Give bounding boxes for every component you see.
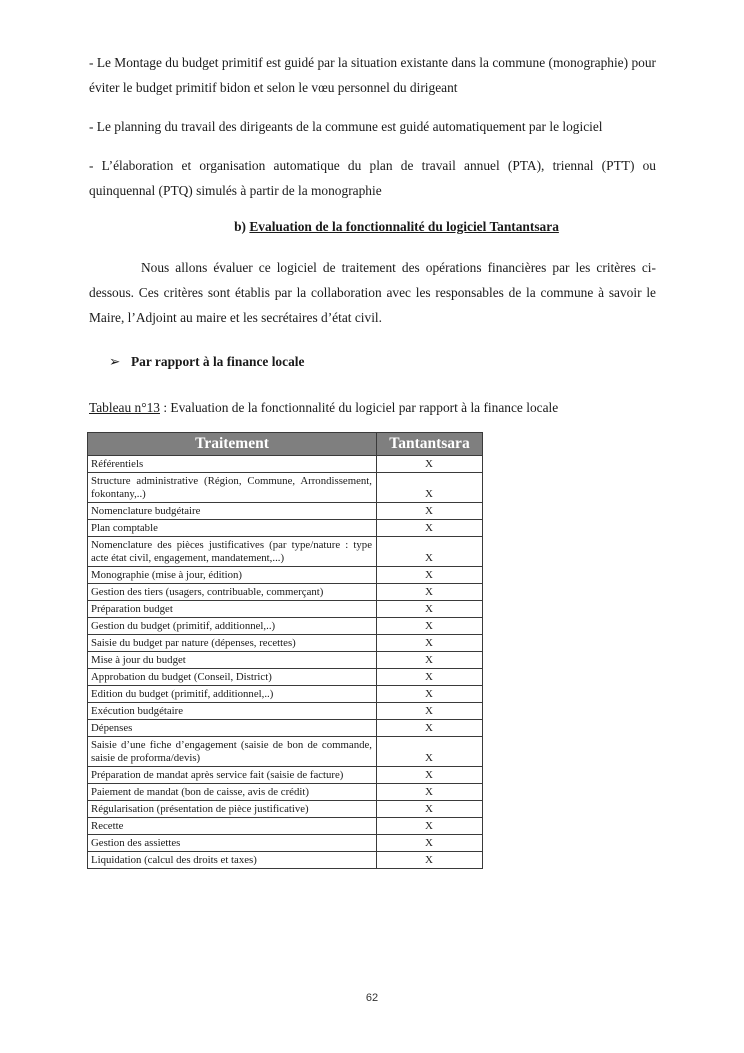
criterion-cell: Gestion du budget (primitif, additionnel,..) (88, 618, 377, 635)
table-row (88, 703, 483, 720)
table-row (88, 767, 483, 784)
criterion-cell: Gestion des assiettes (88, 835, 377, 852)
mark-cell: X (377, 852, 483, 869)
criterion-cell: Mise à jour du budget (88, 652, 377, 669)
mark-cell: X (377, 601, 483, 618)
subheading-prefix: b) (234, 219, 250, 234)
mark-cell: X (377, 503, 483, 520)
table-header-row (88, 433, 483, 456)
mark-cell: X (377, 737, 483, 767)
criterion-cell: Dépenses (88, 720, 377, 737)
criterion-cell: Préparation de mandat après service fait (saisie de facture) (88, 767, 377, 784)
document-page (89, 50, 656, 869)
mark-cell: X (377, 835, 483, 852)
criterion-cell: Nomenclature budgétaire (88, 503, 377, 520)
table-row (88, 784, 483, 801)
table-row (88, 801, 483, 818)
table-row (88, 473, 483, 503)
criterion-cell: Edition du budget (primitif, additionnel,..) (88, 686, 377, 703)
table-body (88, 456, 483, 869)
mark-cell: X (377, 584, 483, 601)
mark-cell: X (377, 537, 483, 567)
criterion-cell: Approbation du budget (Conseil, District) (88, 669, 377, 686)
page-number: 62 (365, 992, 379, 1004)
criterion-cell: Préparation budget (88, 601, 377, 618)
table-row (88, 456, 483, 473)
table-row (88, 584, 483, 601)
mark-cell: X (377, 618, 483, 635)
criterion-cell: Paiement de mandat (bon de caisse, avis de crédit) (88, 784, 377, 801)
table-caption-text: : Evaluation de la fonctionnalité du logiciel par rapport à la finance locale (159, 400, 559, 415)
table-row (88, 720, 483, 737)
criterion-cell: Nomenclature des pièces justificatives (par type/nature : type acte état civil, engagement, mandatement,...) (88, 537, 377, 567)
section-subheading (89, 217, 656, 237)
table-row (88, 537, 483, 567)
table-row (88, 686, 483, 703)
table-row (88, 520, 483, 537)
criterion-cell: Recette (88, 818, 377, 835)
mark-cell: X (377, 703, 483, 720)
table-row (88, 567, 483, 584)
criterion-cell: Référentiels (88, 456, 377, 473)
mark-cell: X (377, 473, 483, 503)
arrow-bullet-icon: ➢ (109, 354, 121, 369)
table-caption-label: Tableau n°13 (89, 400, 160, 415)
table-row (88, 618, 483, 635)
header-traitement: Traitement (88, 433, 377, 456)
criterion-cell: Saisie d’une fiche d’engagement (saisie de bon de commande, saisie de proforma/devis) (88, 737, 377, 767)
header-tantantsara: Tantantsara (377, 433, 483, 456)
mark-cell: X (377, 801, 483, 818)
paragraph-planning: - Le planning du travail des dirigeants de la commune est guidé automatiquement par le logiciel (89, 119, 603, 134)
table-caption (89, 398, 656, 418)
intro-paragraph: Nous allons évaluer ce logiciel de traitement des opérations financières par les critères ci-dessous. Ces critères sont établis par la collaboration avec les responsables de la commune à savoir le Maire, l’Adjoint au maire et les secrétaires d’état civil. (89, 260, 656, 325)
table-row (88, 503, 483, 520)
criterion-cell: Exécution budgétaire (88, 703, 377, 720)
mark-cell: X (377, 784, 483, 801)
mark-cell: X (377, 456, 483, 473)
table-row (88, 737, 483, 767)
mark-cell: X (377, 720, 483, 737)
criterion-cell: Liquidation (calcul des droits et taxes) (88, 852, 377, 869)
criterion-cell: Monographie (mise à jour, édition) (88, 567, 377, 584)
table-row (88, 652, 483, 669)
table-row (88, 669, 483, 686)
paragraph-pta: - L’élaboration et organisation automatique du plan de travail annuel (PTA), triennal (PTT) ou quinquennal (PTQ) simulés à partir de la monographie (89, 158, 656, 198)
subheading-title: Evaluation de la fonctionnalité du logiciel Tantantsara (249, 219, 559, 234)
criterion-cell: Gestion des tiers (usagers, contribuable, commerçant) (88, 584, 377, 601)
mark-cell: X (377, 767, 483, 784)
bullet-text: Par rapport à la finance locale (131, 354, 305, 369)
table-row (88, 635, 483, 652)
criterion-cell: Saisie du budget par nature (dépenses, recettes) (88, 635, 377, 652)
mark-cell: X (377, 686, 483, 703)
bullet-finance-locale (109, 352, 656, 372)
mark-cell: X (377, 818, 483, 835)
mark-cell: X (377, 635, 483, 652)
mark-cell: X (377, 669, 483, 686)
mark-cell: X (377, 652, 483, 669)
mark-cell: X (377, 567, 483, 584)
table-row (88, 835, 483, 852)
mark-cell: X (377, 520, 483, 537)
table-row (88, 601, 483, 618)
evaluation-table (87, 432, 483, 869)
criterion-cell: Structure administrative (Région, Commune, Arrondissement, fokontany,..) (88, 473, 377, 503)
criterion-cell: Plan comptable (88, 520, 377, 537)
table-row (88, 852, 483, 869)
table-row (88, 818, 483, 835)
paragraph-budget-montage: - Le Montage du budget primitif est guidé par la situation existante dans la commune (monographie) pour éviter le budget primitif bidon et selon le vœu personnel du dirigeant (89, 55, 656, 95)
criterion-cell: Régularisation (présentation de pièce justificative) (88, 801, 377, 818)
